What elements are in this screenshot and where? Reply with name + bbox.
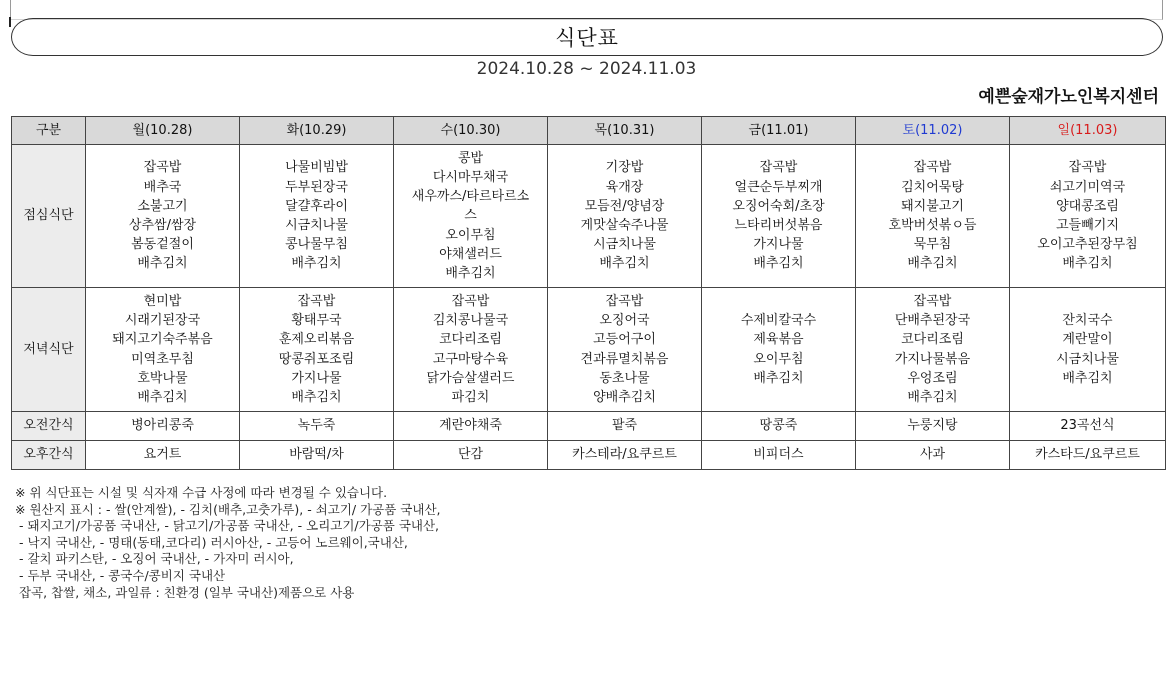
note-line: - 두부 국내산, - 콩국수/콩비지 국내산 — [15, 567, 226, 583]
menu-item: 파김치 — [451, 389, 490, 405]
menu-item: 상추쌈/쌈장 — [128, 218, 197, 233]
menu-item: 다시마무채국 — [432, 169, 509, 185]
menu-item: 카스테라/요쿠르트 — [572, 447, 677, 463]
menu-cell — [548, 441, 702, 470]
menu-item: 호박나물 — [137, 370, 188, 386]
notes-section — [15, 485, 441, 601]
menu-item: 병아리콩죽 — [131, 418, 194, 434]
menu-table — [11, 116, 1166, 470]
menu-item: 고구마탕수육 — [432, 351, 509, 367]
note-line: ※ 원산지 표시 : - 쌀(안계쌀), - 김치(배추,고춧가루), - 쇠고기/ 가공품 국내산, — [15, 501, 441, 517]
menu-item: 코다리조림 — [901, 332, 964, 348]
menu-item: 배추김치 — [291, 256, 342, 272]
menu-item: 동초나물 — [599, 370, 650, 386]
menu-item: 고등어구이 — [593, 332, 656, 348]
row-label: 오전간식 — [12, 412, 86, 441]
table-header-row — [12, 117, 1166, 145]
menu-item: 배추김치 — [291, 389, 342, 405]
menu-cell — [548, 288, 702, 412]
menu-item: 단배추된장국 — [894, 313, 971, 329]
note-line: - 갈치 파키스탄, - 오징어 국내산, - 가자미 러시아, — [15, 551, 294, 567]
menu-item: 고들빼기지 — [1056, 218, 1119, 233]
note-line: ※ 위 식단표는 시설 및 식자재 수급 사정에 따라 변경될 수 있습니다. — [15, 485, 388, 500]
menu-item: 시래기된장국 — [124, 313, 201, 329]
lunch-row — [12, 145, 1166, 288]
menu-item: 느타리버섯볶음 — [734, 218, 823, 233]
menu-cell — [548, 145, 702, 288]
menu-item: 잡곡밥 — [913, 160, 952, 176]
menu-item: 쇠고기미역국 — [1049, 179, 1126, 195]
header-category: 구분 — [12, 117, 86, 145]
afternoon-snack-row — [12, 441, 1166, 470]
menu-cell — [1010, 145, 1166, 288]
menu-cell — [548, 412, 702, 441]
menu-item: 훈제오리볶음 — [278, 332, 355, 348]
menu-item: 잡곡밥 — [913, 293, 952, 309]
menu-item: 오이무침 — [445, 227, 496, 243]
menu-item: 새우까스/타르타르소 — [411, 189, 530, 205]
menu-item: 배추김치 — [137, 256, 188, 272]
menu-item: 두부된장국 — [285, 179, 348, 195]
header-day-tue: 화(10.29) — [240, 117, 394, 145]
menu-item: 김치어묵탕 — [901, 179, 964, 195]
menu-item: 얼큰순두부찌개 — [734, 179, 823, 195]
menu-item: 야채샐러드 — [439, 246, 502, 262]
menu-item: 배추김치 — [445, 266, 496, 281]
row-label: 점심식단 — [12, 145, 86, 288]
menu-cell — [702, 145, 856, 288]
row-label: 오후간식 — [12, 441, 86, 470]
menu-item: 배추김치 — [1062, 370, 1113, 386]
menu-item: 배추김치 — [907, 256, 958, 272]
menu-item: 가지나물볶음 — [894, 351, 971, 367]
menu-item: 모듬전/양념장 — [584, 198, 665, 214]
title-box — [11, 18, 1163, 56]
menu-cell — [1010, 441, 1166, 470]
menu-cell — [856, 288, 1010, 412]
menu-item: 묵무침 — [913, 237, 952, 253]
menu-cell — [702, 441, 856, 470]
menu-cell — [702, 288, 856, 412]
menu-item: 게맛살숙주나물 — [580, 218, 669, 233]
menu-item: 우엉조림 — [907, 370, 958, 386]
menu-cell — [86, 288, 240, 412]
menu-item: 돼지고기숙주볶음 — [112, 332, 213, 348]
menu-item: 봄동겉절이 — [131, 237, 194, 253]
menu-cell — [856, 145, 1010, 288]
page-top-border — [10, 0, 1163, 20]
menu-item: 잡곡밥 — [759, 160, 798, 176]
menu-item: 양대콩조림 — [1056, 198, 1119, 214]
menu-cell — [394, 288, 548, 412]
menu-cell — [856, 441, 1010, 470]
menu-cell — [1010, 412, 1166, 441]
header-day-sun: 일(11.03) — [1010, 117, 1166, 145]
menu-item: 양배추김치 — [593, 389, 656, 405]
note-line: 잡곡, 찹쌀, 채소, 과일류 : 친환경 (일부 국내산)제품으로 사용 — [15, 584, 355, 600]
menu-cell — [702, 412, 856, 441]
menu-cell — [240, 412, 394, 441]
menu-item: 배추김치 — [1062, 256, 1113, 272]
menu-item: 오이고추된장무침 — [1037, 237, 1138, 253]
menu-item: 견과류멸치볶음 — [580, 351, 669, 367]
menu-item: 시금치나물 — [285, 218, 348, 233]
menu-cell — [240, 288, 394, 412]
menu-item: 제육볶음 — [753, 332, 804, 348]
menu-item: 23곡선식 — [1060, 418, 1115, 434]
menu-item: 미역초무침 — [131, 351, 194, 367]
menu-item: 단감 — [457, 447, 484, 463]
menu-item: 나물비빔밥 — [285, 160, 348, 176]
page-title: 식단표 — [555, 26, 619, 50]
menu-item: 시금치나물 — [1056, 351, 1119, 367]
menu-item: 누룽지탕 — [907, 418, 958, 434]
text-cursor — [9, 17, 11, 27]
menu-item: 잡곡밥 — [143, 160, 182, 176]
header-day-sat: 토(11.02) — [856, 117, 1010, 145]
menu-cell — [394, 441, 548, 470]
menu-item: 시금치나물 — [593, 237, 656, 253]
menu-item: 배추김치 — [907, 389, 958, 405]
menu-item: 돼지불고기 — [901, 198, 964, 214]
menu-cell — [86, 145, 240, 288]
menu-item: 닭가슴살샐러드 — [426, 370, 515, 386]
menu-item: 코다리조림 — [439, 332, 502, 348]
menu-item: 잡곡밥 — [1068, 160, 1107, 176]
menu-item: 호박버섯볶ㅇ듬 — [888, 218, 977, 233]
menu-item: 가지나물 — [753, 237, 804, 253]
menu-item: 잡곡밥 — [297, 293, 336, 309]
menu-cell — [86, 441, 240, 470]
menu-item: 황태무국 — [291, 313, 342, 329]
dinner-row — [12, 288, 1166, 412]
note-line: - 돼지고기/가공품 국내산, - 닭고기/가공품 국내산, - 오리고기/가공품 국내산, — [15, 518, 440, 534]
menu-item: 팥죽 — [611, 418, 638, 434]
menu-cell — [394, 145, 548, 288]
menu-item: 계란말이 — [1062, 332, 1113, 348]
menu-item: 기장밥 — [605, 160, 644, 176]
menu-item: 잔치국수 — [1062, 313, 1113, 329]
menu-item: 콩밥 — [457, 150, 484, 166]
header-day-wed: 수(10.30) — [394, 117, 548, 145]
menu-item: 소불고기 — [137, 198, 188, 214]
menu-item: 콩나물무침 — [285, 237, 348, 253]
row-label: 저녁식단 — [12, 288, 86, 412]
menu-item: 육개장 — [605, 179, 644, 195]
menu-cell — [86, 412, 240, 441]
menu-item: 오이무침 — [753, 351, 804, 367]
menu-item: 잡곡밥 — [605, 293, 644, 309]
menu-item: 수제비칼국수 — [740, 313, 817, 329]
menu-item: 잡곡밥 — [451, 293, 490, 309]
menu-cell — [1010, 288, 1166, 412]
menu-item: 오징어국 — [599, 313, 650, 329]
menu-cell — [240, 145, 394, 288]
menu-item: 비피더스 — [753, 447, 804, 463]
menu-item: 김치콩나물국 — [432, 313, 509, 329]
menu-item: 계란야채죽 — [439, 418, 502, 434]
menu-cell — [240, 441, 394, 470]
menu-item: 스 — [464, 208, 477, 224]
menu-item: 배추김치 — [599, 256, 650, 272]
menu-item: 요거트 — [143, 447, 182, 463]
menu-item: 배추김치 — [137, 389, 188, 405]
header-day-thu: 목(10.31) — [548, 117, 702, 145]
menu-item: 현미밥 — [143, 293, 182, 309]
header-day-mon: 월(10.28) — [86, 117, 240, 145]
center-name: 예쁜숲재가노인복지센터 — [978, 87, 1159, 107]
note-line: - 낙지 국내산, - 명태(동태,코다리) 러시아산, - 고등어 노르웨이,국내산, — [15, 534, 408, 550]
menu-item: 오징어숙회/초장 — [732, 198, 825, 214]
menu-item: 바람떡/차 — [289, 447, 344, 463]
menu-item: 배추김치 — [753, 370, 804, 386]
menu-item: 땅콩죽 — [759, 418, 798, 434]
menu-item: 배추김치 — [753, 256, 804, 272]
menu-item: 사과 — [919, 447, 946, 463]
menu-item: 땅콩쥐포조림 — [278, 351, 355, 367]
menu-item: 녹두죽 — [297, 418, 336, 434]
header-day-fri: 금(11.01) — [702, 117, 856, 145]
menu-cell — [856, 412, 1010, 441]
menu-item: 배추국 — [143, 179, 182, 195]
morning-snack-row — [12, 412, 1166, 441]
menu-item: 가지나물 — [291, 370, 342, 386]
menu-item: 카스타드/요쿠르트 — [1035, 447, 1140, 463]
menu-cell — [394, 412, 548, 441]
menu-period: 2024.10.28 ~ 2024.11.03 — [476, 59, 697, 79]
menu-item: 달걀후라이 — [285, 198, 348, 214]
